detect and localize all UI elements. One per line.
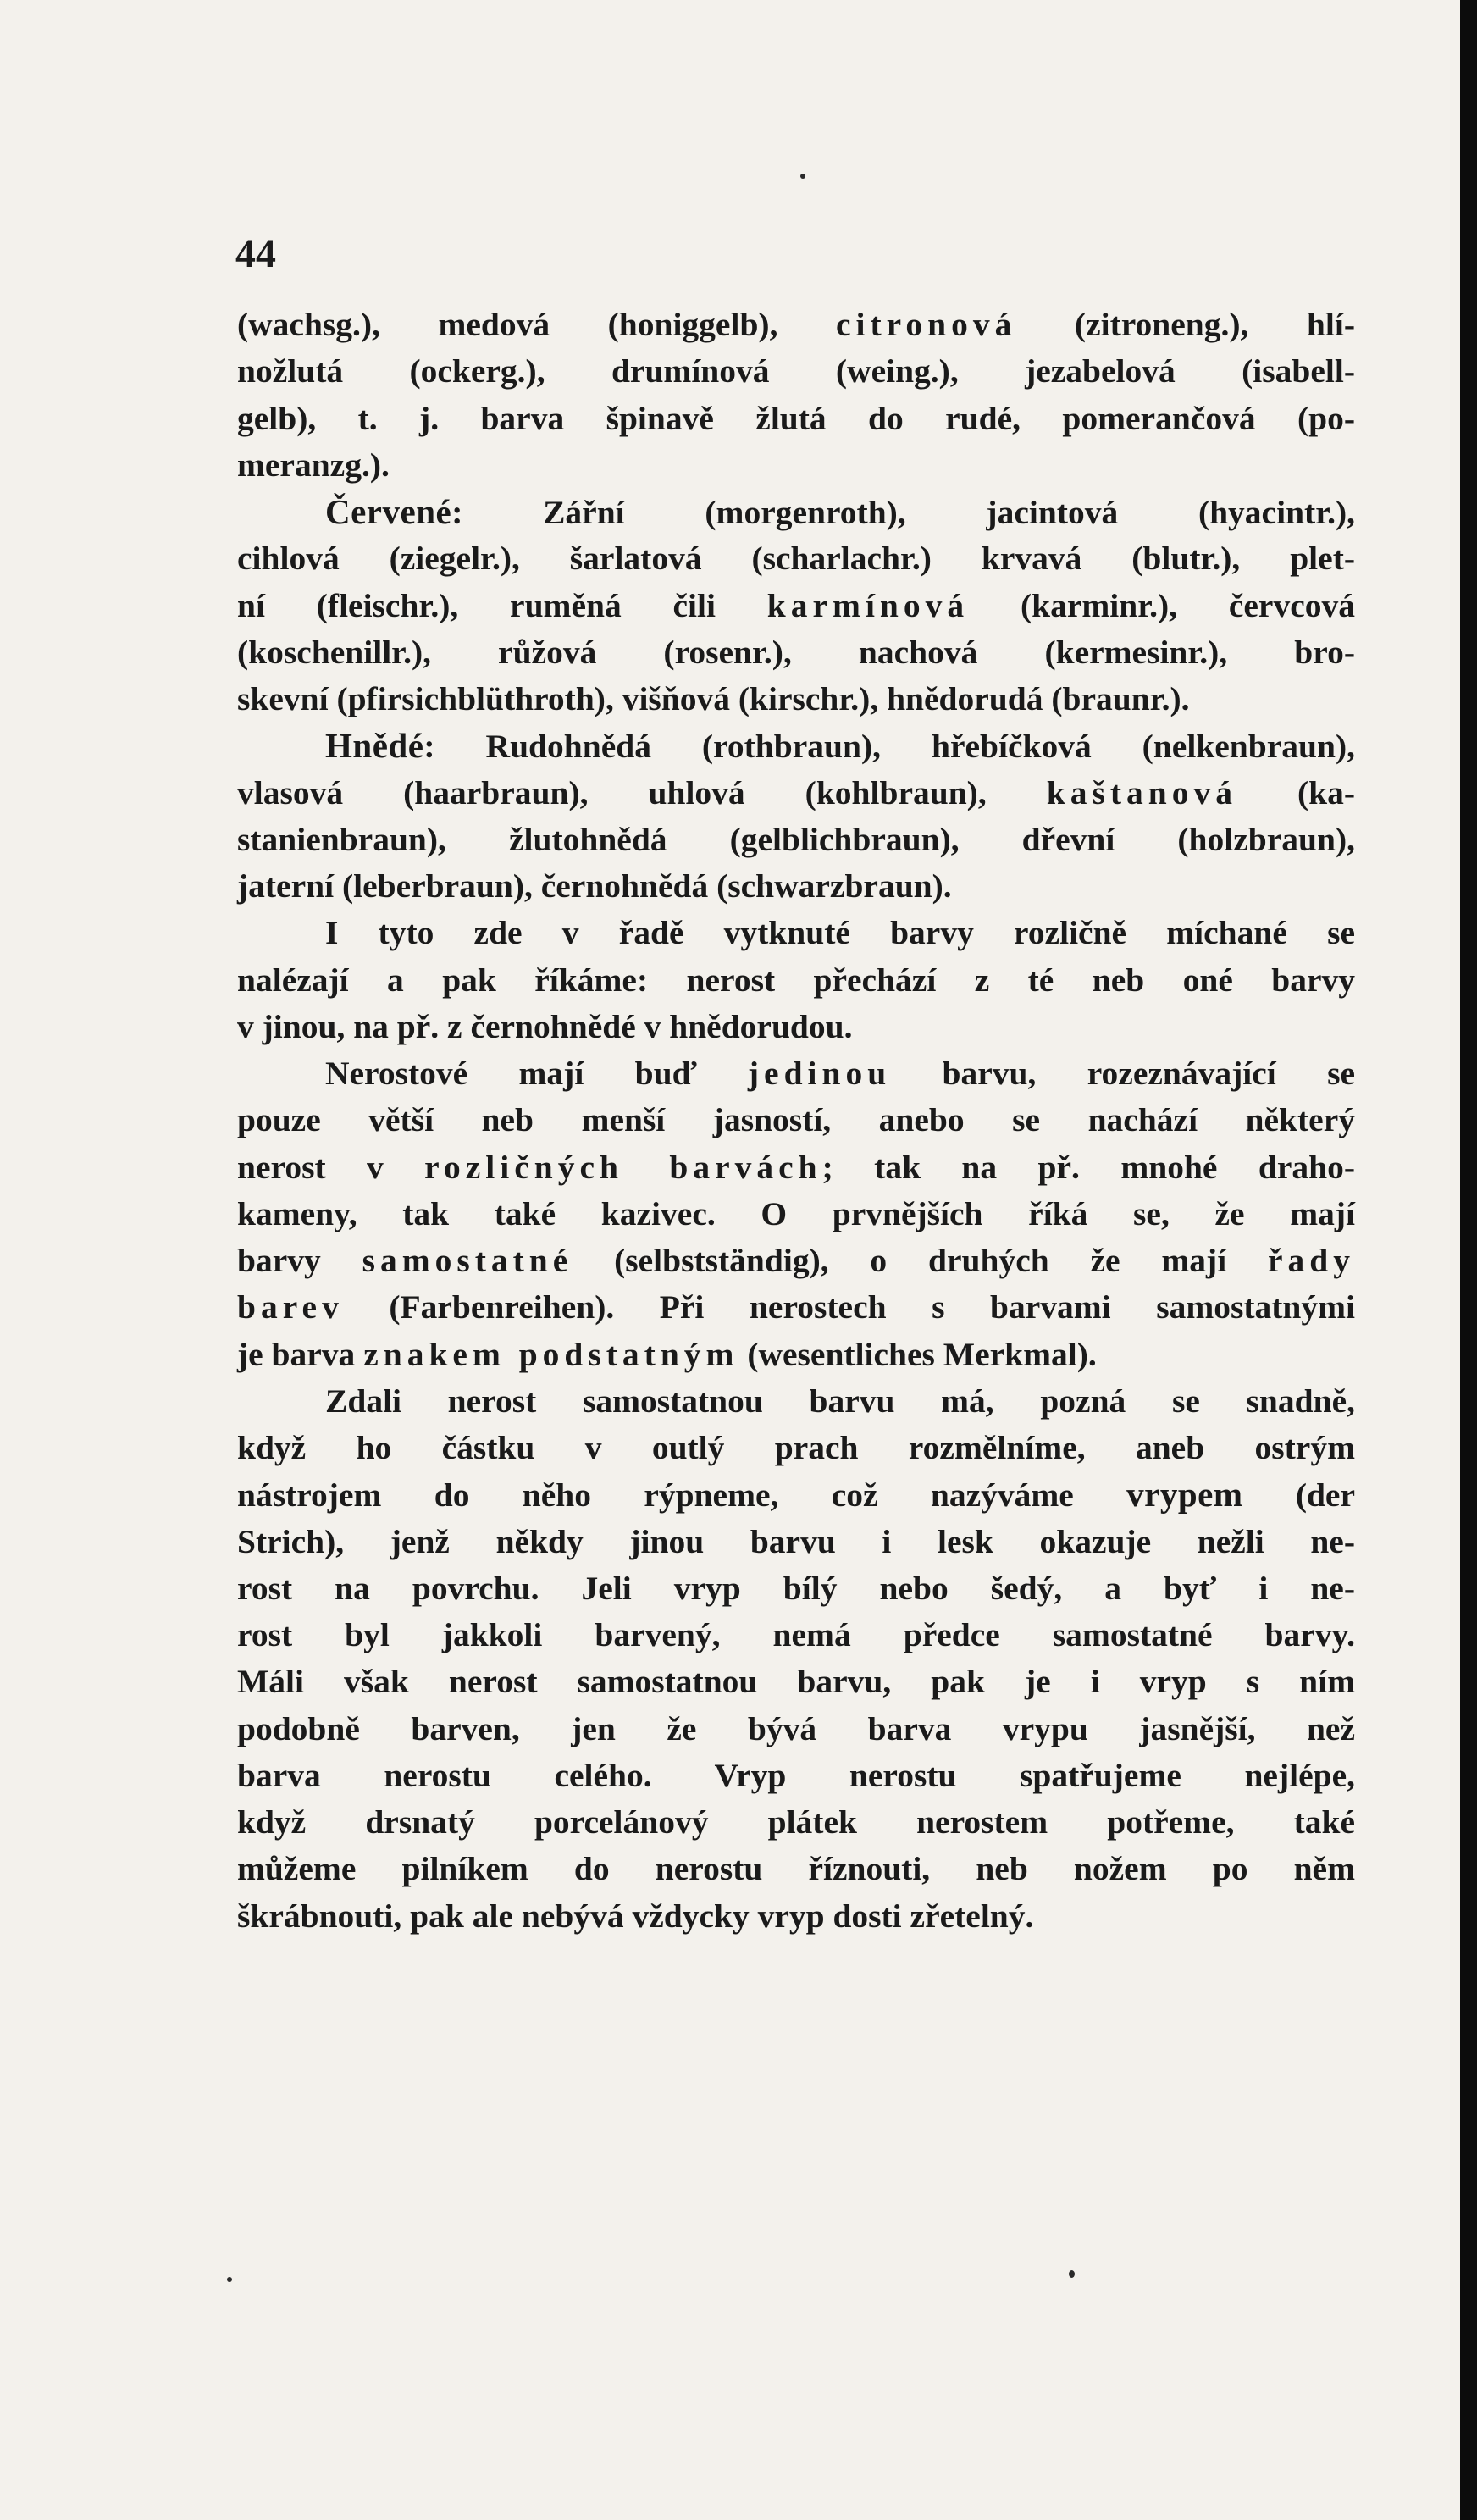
text-line — [237, 957, 1355, 1004]
text-line — [237, 535, 1355, 582]
text-run: nalézají a pak říkáme: nerost přechází z té neb oné barvy — [237, 961, 1355, 999]
spaced-term: barev — [237, 1288, 344, 1326]
text-line — [237, 723, 1355, 769]
text-line — [237, 1004, 1355, 1050]
text-run: škrábnouti, pak ale nebývá vždycky vryp dosti zřetelný. — [237, 1897, 1034, 1935]
text-run: (ka- — [1236, 773, 1355, 811]
text-run: gelb), t. j. barva špinavě žlutá do rudé, pomerančová (po- — [237, 399, 1355, 437]
spaced-term: znakem podstatným — [363, 1335, 739, 1373]
spaced-term: karmínová — [766, 586, 970, 624]
emphasis-term: vrypem — [1126, 1475, 1243, 1515]
text-run: barvu, rozeznávající se — [891, 1055, 1355, 1092]
text-line — [237, 1378, 1355, 1425]
text-run: skevní (pfirsichblüthroth), višňová (kirschr.), hnědorudá (braunr.). — [237, 680, 1190, 717]
spaced-term: citronová — [835, 306, 1017, 343]
text-line — [237, 1284, 1355, 1331]
text-run: ; tak na př. mnohé draho- — [821, 1148, 1355, 1186]
text-run: (karminr.), červcová — [969, 586, 1355, 624]
text-line — [237, 1753, 1355, 1799]
text-run: (der — [1242, 1476, 1355, 1515]
text-line — [237, 1097, 1355, 1144]
text-run: rost na povrchu. Jeli vryp bílý nebo šedý, a byť i ne- — [237, 1569, 1355, 1607]
text-line — [237, 863, 1355, 910]
text-run: : Zářní (morgenroth), jacintová (hyacintr.), — [451, 494, 1355, 531]
text-line — [237, 302, 1355, 348]
text-run: kameny, tak také kazivec. O prvnějších říká se, že mají — [237, 1194, 1355, 1232]
text-line — [237, 629, 1355, 676]
text-line — [237, 442, 1355, 489]
text-line — [237, 770, 1355, 817]
text-line — [237, 817, 1355, 863]
text-run: (koschenillr.), růžová (rosenr.), nachová (kermesinr.), bro- — [237, 633, 1355, 671]
text-run: nožlutá (ockerg.), drumínová (weing.), jezabelová (isabell- — [237, 352, 1355, 390]
paper-speck — [227, 2277, 232, 2282]
text-line — [237, 1565, 1355, 1612]
spaced-term: kaštanová — [1046, 773, 1237, 811]
text-run: jaterní (leberbraun), černohnědá (schwarzbraun). — [237, 867, 952, 905]
body-text — [237, 302, 1355, 1940]
text-run: (selbstständig), o druhých že mají — [573, 1242, 1268, 1279]
text-run: vlasová (haarbraun), uhlová (kohlbraun), — [237, 773, 1047, 811]
text-run: Zdali nerost samostatnou barvu má, pozná se snadně, — [325, 1382, 1355, 1420]
text-line — [237, 1706, 1355, 1753]
text-line — [237, 1191, 1355, 1238]
text-run: když ho částku v outlý prach rozmělníme, aneb ostrým — [237, 1429, 1355, 1466]
text-run: Strich), jenž někdy jinou barvu i lesk okazuje nežli ne- — [237, 1522, 1355, 1560]
spaced-term: jedinou — [747, 1055, 892, 1092]
text-line — [237, 1144, 1355, 1191]
text-run: nástrojem do něho rýpneme, což nazýváme — [237, 1476, 1127, 1515]
emphasis-term: Červené — [325, 492, 452, 531]
text-run: meranzg.). — [237, 446, 390, 484]
text-line — [237, 1519, 1355, 1565]
text-run: Máli však nerost samostatnou barvu, pak je i vryp s ním — [237, 1663, 1355, 1701]
text-run: stanienbraun), žlutohnědá (gelblichbraun), dřevní (holzbraun), — [237, 820, 1355, 858]
text-line — [237, 1471, 1355, 1518]
text-run: barvy — [237, 1242, 362, 1279]
text-line — [237, 348, 1355, 395]
text-line — [237, 1893, 1355, 1940]
text-run: můžeme pilníkem do nerostu říznouti, neb nožem po něm — [237, 1850, 1355, 1888]
emphasis-term: Hnědé — [325, 726, 424, 766]
text-run: (zitroneng.), hlí- — [1016, 306, 1355, 343]
text-run: cihlová (ziegelr.), šarlatová (scharlachr.) krvavá (blutr.), plet- — [237, 540, 1355, 578]
text-run: rost byl jakkoli barvený, nemá předce samostatné barvy. — [237, 1616, 1355, 1653]
text-run: I tyto zde v řadě vytknuté barvy rozličně míchané se — [325, 914, 1355, 952]
text-run: (wesentliches Merkmal). — [738, 1335, 1097, 1373]
text-run: : Rudohnědá (rothbraun), hřebíčková (nelkenbraun), — [423, 728, 1355, 766]
text-line — [237, 1050, 1355, 1097]
text-line — [237, 489, 1355, 535]
text-line — [237, 1612, 1355, 1659]
text-line — [237, 1238, 1355, 1284]
text-run: (Farbenreihen). Při nerostech s barvami samostatnými — [343, 1288, 1355, 1326]
page-number: 44 — [235, 231, 276, 276]
text-run: podobně barven, jen že bývá barva vrypu jasnější, než — [237, 1709, 1355, 1747]
text-line — [237, 1799, 1355, 1846]
text-run: (wachsg.), medová (honiggelb), — [237, 306, 836, 343]
text-run: Nerostové mají buď — [325, 1055, 748, 1092]
text-line — [237, 1332, 1355, 1378]
text-line — [237, 1425, 1355, 1471]
text-line — [237, 1846, 1355, 1892]
text-run: barva nerostu celého. Vryp nerostu spatřujeme nejlépe, — [237, 1756, 1355, 1794]
spaced-term: řady — [1268, 1242, 1355, 1279]
paper-speck — [1069, 2270, 1075, 2278]
text-run: když drsnatý porcelánový plátek nerostem potřeme, také — [237, 1803, 1355, 1841]
text-line — [237, 910, 1355, 956]
text-run: je barva — [237, 1335, 364, 1373]
text-line — [237, 1659, 1355, 1705]
text-line — [237, 676, 1355, 723]
text-run: v jinou, na př. z černohnědé v hnědorudou. — [237, 1007, 853, 1045]
spaced-term: samostatné — [362, 1242, 573, 1279]
text-run: ní (fleischr.), ruměná čili — [237, 586, 767, 624]
text-line — [237, 396, 1355, 442]
spaced-term: rozličných barvách — [424, 1148, 822, 1186]
paper-speck — [800, 174, 805, 179]
text-line — [237, 583, 1355, 629]
text-run: pouze větší neb menší jasností, anebo se nachází některý — [237, 1101, 1355, 1139]
text-run: nerost v — [237, 1148, 425, 1186]
